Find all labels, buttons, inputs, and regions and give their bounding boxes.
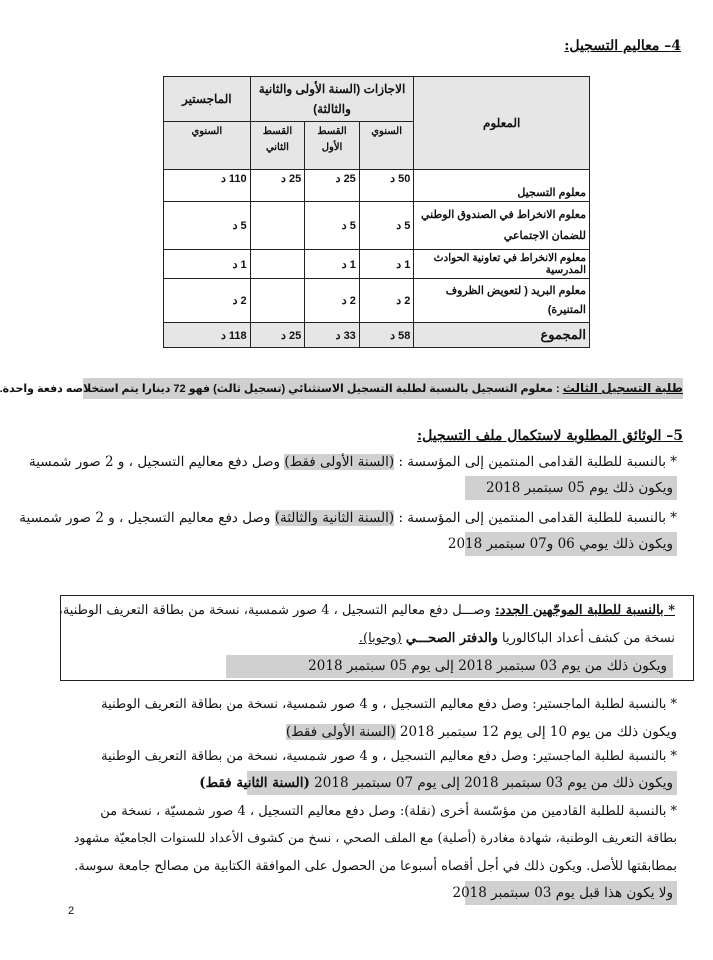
new-students-line-1: [59, 600, 675, 622]
master-1-line-2: [286, 721, 677, 743]
third-year-note: [0, 378, 683, 399]
cell-master: 110 د: [164, 170, 251, 202]
new-students-lead: * بالنسبة للطلبة الموجّهين الجدد:: [494, 603, 675, 618]
master-1-line-1: * بالنسبة لطلبة الماجستير: وصل دفع معاليم التسجيل ، و 4 صور شمسية، نسخة من بطاقة التعريف الوطنية: [101, 697, 677, 712]
item-2-date: ويكون ذلك يومي 06 و07 سبتمبر 2018: [465, 532, 677, 556]
item-1-text-a: * بالنسبة للطلبة القدامى المنتمين إلى المؤسسة :: [398, 454, 677, 470]
table-row: [164, 250, 590, 279]
section-4-title: 4– معاليم التسجيل:: [564, 38, 681, 54]
total-label: المجموع: [414, 323, 590, 348]
row-label: معلوم الانخراط في الصندوق الوطني للضمان الاجتماعي: [414, 202, 590, 250]
item-2-text-b: وصل دفع معاليم التسجيل ، و 2 صور شمسية: [19, 510, 271, 526]
page-number: 2: [68, 905, 75, 917]
table-row: [164, 170, 590, 202]
header-master: الماجستير: [164, 77, 251, 122]
total-master: 118 د: [164, 323, 251, 348]
cell-second: [250, 279, 305, 323]
header-licence-group: الاجازات (السنة الأولى والثانية والثالثة): [250, 77, 414, 122]
transfer-line-2: بطاقة التعريف الوطنية، شهادة مغادرة (أصلية) مع الملف الصحي ، نسخ من كشوف الأعداد للسنوات الجامعيّة مشهود: [73, 830, 677, 845]
total-annual: 58 د: [359, 323, 414, 348]
table-row: [164, 202, 590, 250]
cell-master: 2 د: [164, 279, 251, 323]
subheader-first: القسط الأول: [305, 122, 360, 170]
master-2-line-2: [199, 771, 677, 795]
table-header-row: [164, 77, 590, 122]
cell-annual: 2 د: [359, 279, 414, 323]
item-2-line-1: [19, 507, 677, 529]
section-5-title: 5– الوثائق المطلوبة لاستكمال ملف التسجيل:: [417, 428, 683, 444]
transfer-line-4: ولا يكون هذا قبل يوم 03 سبتمبر 2018: [465, 881, 677, 905]
cell-master: 1 د: [164, 250, 251, 279]
cell-second: [250, 202, 305, 250]
subheader-second: القسط الثاني: [250, 122, 305, 170]
row-label: معلوم الانخراط في تعاونية الحوادث المدرسية: [414, 250, 590, 279]
subheader-annual: السنوي: [359, 122, 414, 170]
header-label: المعلوم: [414, 77, 590, 170]
item-1-text-b: وصل دفع معاليم التسجيل ، و 2 صور شمسية: [28, 454, 281, 470]
master-1-date: ويكون ذلك من يوم 10 إلى يوم 12 سبتمبر 2018: [399, 724, 677, 740]
third-year-lead: طلبة التسجيل الثالث: [562, 381, 683, 395]
master-2-line-1: * بالنسبة لطلبة الماجستير: وصل دفع معاليم التسجيل ، و 4 صور شمسية، نسخة من بطاقة التعريف الوطنية: [101, 749, 677, 764]
item-2-highlight: (السنة الثانية والثالثة): [274, 510, 395, 526]
transfer-line-3: بمطابقتها للأصل. ويكون ذلك في أجل أقصاه أسبوعا من الحصول على الموافقة الكتابية من مصالح جامعة سوسة.: [74, 859, 677, 874]
new-students-line-2: [359, 628, 675, 650]
table-row: [164, 279, 590, 323]
master-2-highlight: (السنة الثانية فقط): [199, 775, 310, 791]
master-1-highlight: (السنة الأولى فقط): [285, 724, 396, 740]
item-1-date: ويكون ذلك يوم 05 سبتمبر 2018: [465, 476, 677, 500]
cell-master: 5 د: [164, 202, 251, 250]
cell-first: 2 د: [305, 279, 360, 323]
subheader-annual-master: السنوي: [164, 122, 251, 170]
cell-first: 25 د: [305, 170, 360, 202]
new-students-text-2a: نسخة من كشف أعداد الباكالوريا: [502, 631, 675, 646]
row-label: معلوم التسجيل: [414, 170, 590, 202]
item-1-highlight: (السنة الأولى فقط): [284, 454, 395, 470]
transfer-line-1: * بالنسبة للطلبة القادمين من مؤسّسة أخرى (نقلة): وصل دفع معاليم التسجيل ، 4 صور شمسيّة ، نسخة من: [100, 804, 677, 819]
cell-first: 1 د: [305, 250, 360, 279]
master-2-date: ويكون ذلك من يوم 03 سبتمبر 2018 إلى يوم 07 سبتمبر 2018: [314, 775, 673, 791]
item-1-line-1: [29, 451, 677, 473]
new-students-date: ويكون ذلك من يوم 03 سبتمبر 2018 إلى يوم 05 سبتمبر 2018: [226, 655, 673, 678]
total-first: 33 د: [305, 323, 360, 348]
fees-table: [163, 76, 590, 348]
item-2-text-a: * بالنسبة للطلبة القدامى المنتمين إلى المؤسسة :: [398, 510, 677, 526]
third-year-text: : معلوم التسجيل بالنسبة لطلبة التسجيل الاستثنائي (تسجيل ثالث) فهو 72 دينارا يتم استخلاصه دفعة واحدة.: [0, 383, 560, 395]
total-second: 25 د: [250, 323, 305, 348]
table-total-row: [164, 323, 590, 348]
cell-second: [250, 250, 305, 279]
new-students-text-1: وصـــل دفع معاليم التسجيل ، 4 صور شمسية، نسخة من بطاقة التعريف الوطنية،: [58, 603, 491, 618]
row-label: معلوم البريد ( لتعويض الظروف المتنيرة): [414, 279, 590, 323]
cell-first: 5 د: [305, 202, 360, 250]
cell-annual: 1 د: [359, 250, 414, 279]
cell-annual: 5 د: [359, 202, 414, 250]
cell-annual: 50 د: [359, 170, 414, 202]
cell-second: 25 د: [250, 170, 305, 202]
new-students-text-2c: (وجوبا).: [358, 631, 402, 646]
new-students-text-2b: والدفتر الصحـــي: [405, 631, 498, 646]
